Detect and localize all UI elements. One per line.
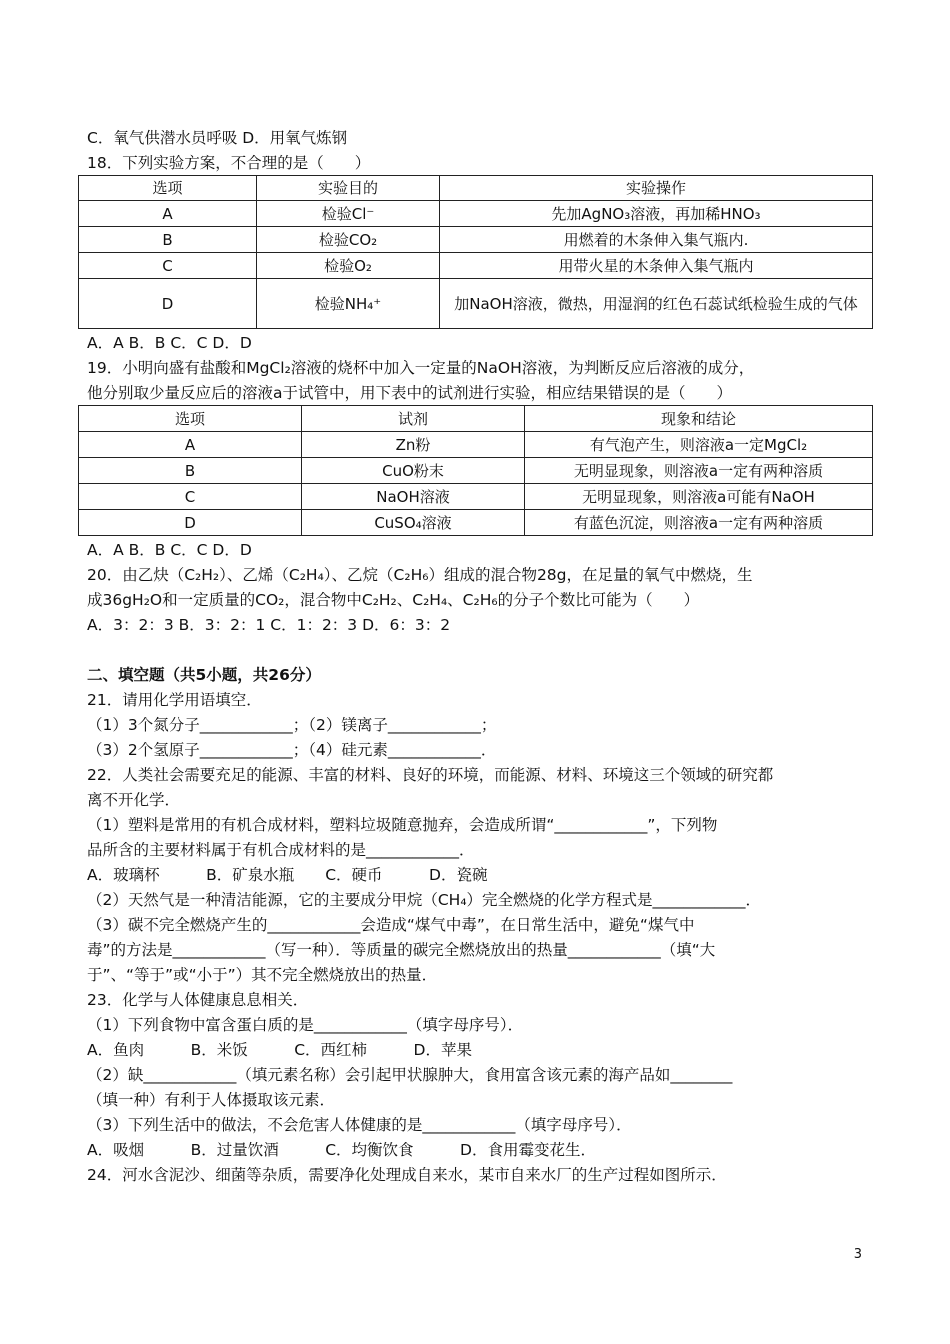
table-row: [79, 484, 873, 510]
q22-stem-line2: 离不开化学．: [87, 791, 181, 809]
table-cell: CuSO₄溶液: [302, 510, 525, 536]
q23-part1: （1）下列食物中富含蛋白质的是____________（填字母序号）．: [87, 1016, 524, 1034]
q22-part1-line2: 品所含的主要材料属于有机合成材料的是____________．: [87, 841, 475, 859]
table-row: [79, 458, 873, 484]
q18-table: [78, 175, 873, 329]
table-cell: 无明显现象，则溶液a一定有两种溶质: [525, 458, 873, 484]
table-cell: C: [79, 484, 302, 510]
q23-part2-line1: （2）缺____________（填元素名称）会引起甲状腺肿大，食用富含该元素的海产品如________: [87, 1066, 733, 1084]
q22-stem-line1: 22．人类社会需要充足的能源、丰富的材料、良好的环境，而能源、材料、环境这三个领域的研究都: [87, 766, 774, 784]
section-heading: 二、填空题（共5小题，共26分）: [87, 666, 321, 684]
table-cell: 检验CO₂: [257, 227, 440, 253]
table-cell: 先加AgNO₃溶液，再加稀HNO₃: [440, 201, 873, 227]
table-cell: 检验NH₄⁺: [257, 279, 440, 329]
q22-part1-options: A．玻璃杯 B．矿泉水瓶 C．硬币 D．瓷碗: [87, 866, 488, 884]
table-row: [79, 432, 873, 458]
q21-parts-2: （3）2个氢原子____________；（4）硅元素____________．: [87, 741, 497, 759]
q19-answers: A．A B．B C．C D．D: [87, 541, 252, 559]
q22-part3-line3: 于”、“等于”或“小于”）其不完全燃烧放出的热量．: [87, 966, 438, 984]
table-cell: 检验O₂: [257, 253, 440, 279]
table-cell: D: [79, 510, 302, 536]
table-row: [79, 227, 873, 253]
q22-part3-line1: （3）碳不完全燃烧产生的____________会造成“煤气中毒”，在日常生活中，避免“煤气中: [87, 916, 695, 934]
table-cell: D: [79, 279, 257, 329]
table-cell: A: [79, 432, 302, 458]
q21-stem: 21．请用化学用语填空．: [87, 691, 262, 709]
q23-part3: （3）下列生活中的做法，不会危害人体健康的是____________（填字母序号）．: [87, 1116, 632, 1134]
table-cell: CuO粉末: [302, 458, 525, 484]
q23-part1-options: A．鱼肉 B．米饭 C．西红柿 D．苹果: [87, 1041, 472, 1059]
q22-part1-line1: （1）塑料是常用的有机合成材料，塑料垃圾随意抛弃，会造成所谓“____________”，下列物: [87, 816, 718, 834]
table-cell: B: [79, 227, 257, 253]
table-header: 现象和结论: [525, 406, 873, 432]
q18-stem: 18．下列实验方案，不合理的是（ ）: [87, 154, 371, 172]
q17-option-c: C．氧气供潜水员呼吸 D．用氧气炼钢: [87, 129, 348, 147]
table-header: 选项: [79, 176, 257, 201]
table-cell: B: [79, 458, 302, 484]
q22-part3-line2: 毒”的方法是____________（写一种）．等质量的碳完全燃烧放出的热量____________（填“大: [87, 941, 716, 959]
table-cell: 加NaOH溶液，微热，用湿润的红色石蕊试纸检验生成的气体: [440, 279, 873, 329]
q18-answers: A．A B．B C．C D．D: [87, 334, 252, 352]
table-cell: NaOH溶液: [302, 484, 525, 510]
q23-part2-line2: （填一种）有利于人体摄取该元素．: [87, 1091, 336, 1109]
page-number: 3: [853, 1247, 862, 1262]
q19-stem-line1: 19．小明向盛有盐酸和MgCl₂溶液的烧杯中加入一定量的NaOH溶液，为判断反应后溶液的成分，: [87, 359, 755, 377]
table-row: [79, 510, 873, 536]
table-row: [79, 253, 873, 279]
table-row: [79, 279, 873, 329]
table-cell: C: [79, 253, 257, 279]
q23-part3-options: A．吸烟 B．过量饮酒 C．均衡饮食 D．食用霉变花生．: [87, 1141, 596, 1159]
table-header: 实验目的: [257, 176, 440, 201]
table-cell: 用燃着的木条伸入集气瓶内.: [440, 227, 873, 253]
q21-parts-1: （1）3个氮分子____________；（2）镁离子____________；: [87, 716, 497, 734]
q20-stem-line2: 成36gH₂O和一定质量的CO₂，混合物中C₂H₂、C₂H₄、C₂H₆的分子个数比可能为（ ）: [87, 591, 700, 609]
q20-stem-line1: 20．由乙炔（C₂H₂）、乙烯（C₂H₄）、乙烷（C₂H₆）组成的混合物28g，在足量的氧气中燃烧，生: [87, 566, 753, 584]
q19-table: [78, 405, 873, 536]
q19-stem-line2: 他分别取少量反应后的溶液a于试管中，用下表中的试剂进行实验，相应结果错误的是（ ）: [87, 384, 733, 402]
table-cell: A: [79, 201, 257, 227]
table-cell: 无明显现象，则溶液a可能有NaOH: [525, 484, 873, 510]
table-row: [79, 201, 873, 227]
table-header: 实验操作: [440, 176, 873, 201]
q20-answers: A．3：2：3 B．3：2：1 C．1：2：3 D．6：3：2: [87, 616, 451, 634]
table-header: 选项: [79, 406, 302, 432]
table-cell: 有蓝色沉淀，则溶液a一定有两种溶质: [525, 510, 873, 536]
table-header: 试剂: [302, 406, 525, 432]
q24-stem: 24．河水含泥沙、细菌等杂质，需要净化处理成自来水，某市自来水厂的生产过程如图所示．: [87, 1166, 727, 1184]
q22-part2: （2）天然气是一种清洁能源，它的主要成分甲烷（CH₄）完全燃烧的化学方程式是____________．: [87, 891, 762, 909]
table-cell: Zn粉: [302, 432, 525, 458]
table-cell: 有气泡产生，则溶液a一定MgCl₂: [525, 432, 873, 458]
q23-stem: 23．化学与人体健康息息相关．: [87, 991, 309, 1009]
table-cell: 用带火星的木条伸入集气瓶内: [440, 253, 873, 279]
table-cell: 检验Cl⁻: [257, 201, 440, 227]
